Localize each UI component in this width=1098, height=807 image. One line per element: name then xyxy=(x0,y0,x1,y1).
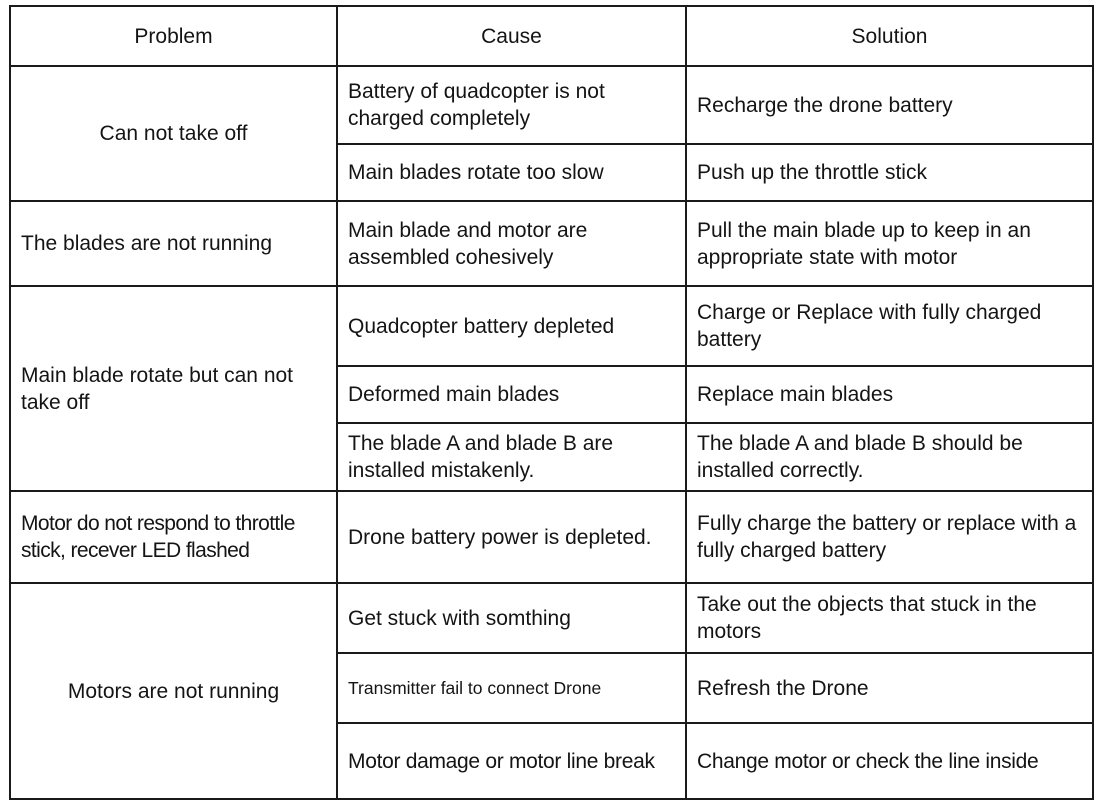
cause-cell: Drone battery power is depleted. xyxy=(337,491,686,583)
problem-cell: The blades are not running xyxy=(10,201,337,286)
solution-cell: Recharge the drone battery xyxy=(686,66,1093,144)
solution-cell: Push up the throttle stick xyxy=(686,144,1093,201)
solution-cell: Change motor or check the line inside xyxy=(686,723,1093,799)
problem-cell: Motors are not running xyxy=(10,583,337,799)
cause-cell: Main blades rotate too slow xyxy=(337,144,686,201)
problem-cell: Main blade rotate but can not take off xyxy=(10,286,337,491)
cause-cell: Motor damage or motor line break xyxy=(337,723,686,799)
table-row xyxy=(10,583,1093,653)
cause-cell: Deformed main blades xyxy=(337,366,686,423)
cause-cell: Get stuck with somthing xyxy=(337,583,686,653)
table-row xyxy=(10,66,1093,144)
solution-cell: Pull the main blade up to keep in an appropriate state with motor xyxy=(686,201,1093,286)
header-problem: Problem xyxy=(10,6,337,66)
cause-cell: The blade A and blade B are installed mistakenly. xyxy=(337,423,686,491)
problem-cell: Can not take off xyxy=(10,66,337,201)
table-row xyxy=(10,201,1093,286)
cause-cell: Quadcopter battery depleted xyxy=(337,286,686,366)
cause-cell: Transmitter fail to connect Drone xyxy=(337,653,686,723)
table-row xyxy=(10,491,1093,583)
problem-cell: Motor do not respond to throttle stick, recever LED flashed xyxy=(10,491,337,583)
cause-cell: Main blade and motor are assembled cohesively xyxy=(337,201,686,286)
solution-cell: The blade A and blade B should be installed correctly. xyxy=(686,423,1093,491)
header-cause: Cause xyxy=(337,6,686,66)
cause-cell: Battery of quadcopter is not charged completely xyxy=(337,66,686,144)
troubleshooting-table xyxy=(9,5,1094,800)
solution-cell: Refresh the Drone xyxy=(686,653,1093,723)
solution-cell: Replace main blades xyxy=(686,366,1093,423)
solution-cell: Charge or Replace with fully charged battery xyxy=(686,286,1093,366)
header-row xyxy=(10,6,1093,66)
solution-cell: Fully charge the battery or replace with a fully charged battery xyxy=(686,491,1093,583)
header-solution: Solution xyxy=(686,6,1093,66)
solution-cell: Take out the objects that stuck in the motors xyxy=(686,583,1093,653)
table-row xyxy=(10,286,1093,366)
